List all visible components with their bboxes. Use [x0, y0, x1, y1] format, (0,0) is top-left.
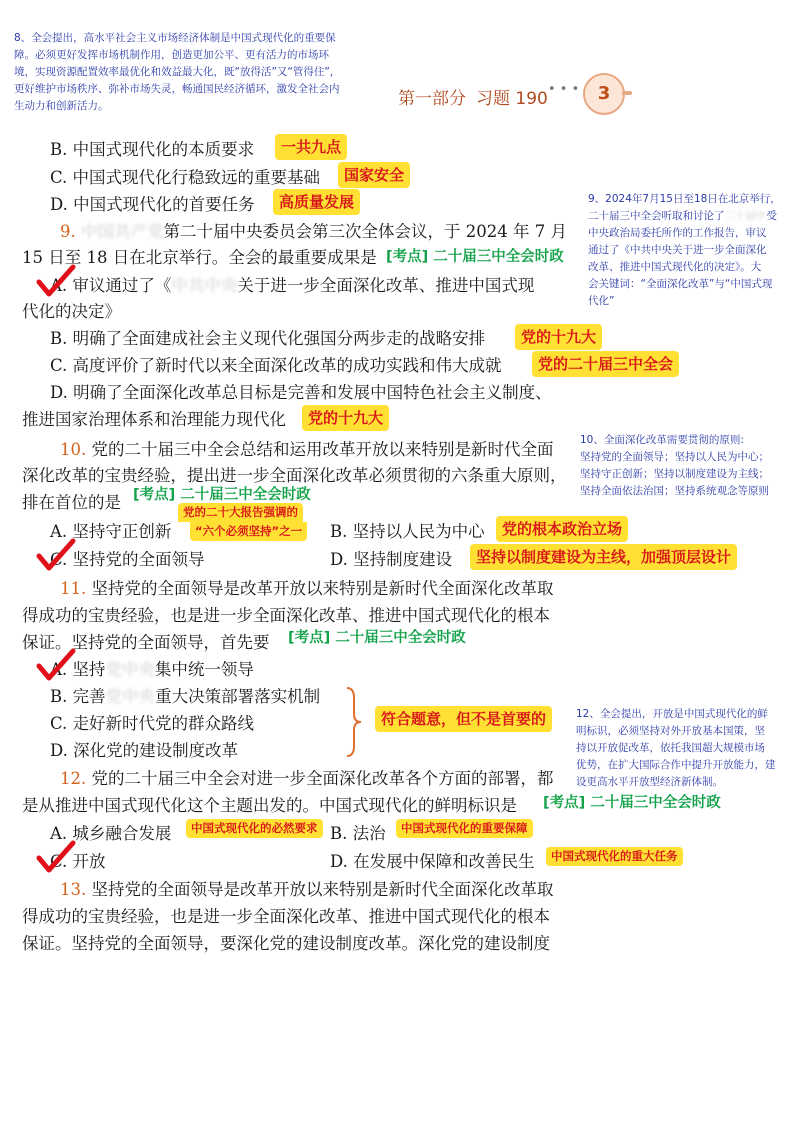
highlight-q11bcd: 符合题意，但不是首要的 — [375, 706, 552, 732]
q10-stem-line3: 排在首位的是 — [22, 493, 121, 512]
q9-stem-line2: 15 日至 18 日在北京举行。全会的最重要成果是 — [22, 248, 377, 267]
redacted-text: 中国共产党 — [81, 222, 164, 241]
q10-stem-line2: 深化改革的宝贵经验，提出进一步全面深化改革必须贯彻的六条重大原则， — [22, 466, 567, 485]
page-number-badge — [583, 73, 625, 115]
q9-option-b: B. 明确了全面建成社会主义现代化强国分两步走的战略安排 — [50, 329, 486, 348]
note-8-line: 境，实现资源配置效率最优化和效益最大化，既“放得活”又“管得住”， — [14, 66, 341, 78]
q11-stem-line2: 得成功的宝贵经验，也是进一步全面深化改革、推进中国式现代化的根本 — [22, 606, 550, 625]
highlight-q10b: 党的根本政治立场 — [496, 516, 628, 542]
note-10-line: 坚持全面依法治国；坚持系统观念等原则 — [580, 485, 769, 497]
q13-stem-line1 — [60, 878, 554, 902]
q11-number: 11. — [60, 579, 87, 598]
q9-option-a-text: . 审议通过了《 — [61, 276, 172, 295]
q12-option-c: C. 开放 — [50, 852, 106, 871]
highlight-q8c: 国家安全 — [338, 162, 410, 188]
note-10-line: 坚持守正创新；坚持以制度建设为主线； — [580, 468, 769, 480]
exercise-label: 习题 190 — [476, 89, 548, 109]
q9-stem-line1 — [60, 220, 567, 244]
note-12-line: 优势，在扩大国际合作中提升开放能力，建 — [576, 759, 776, 771]
note-12-line: 明标识，必须坚持对外开放基本国策，坚 — [576, 725, 765, 737]
note-9-tail: 受 — [766, 210, 777, 222]
note-8-line: 障。必须更好发挥市场机制作用，创造更加公平、更有活力的市场环 — [14, 49, 329, 61]
checkmark-icon — [36, 648, 76, 682]
note-9-line: 代化” — [588, 295, 615, 307]
note-9-line — [588, 208, 777, 225]
q10-option-c: C. 坚持党的全面领导 — [50, 550, 205, 569]
q12-stem-text: 党的二十届三中全会对进一步全面深化改革各个方面的部署，都 — [91, 769, 554, 788]
tag-q12: [考点] 二十届三中全会时政 — [543, 795, 721, 811]
note-12-line: 设更高水平开放型经济新体制。 — [576, 776, 723, 788]
highlight-q10a-line2: “六个必须坚持”之一 — [190, 522, 307, 541]
tag-q10: [考点] 二十届三中全会时政 — [133, 487, 311, 503]
tag-q11: [考点] 二十届三中全会时政 — [288, 630, 466, 646]
note-9-line: 9、2024年7月15日至18日在北京举行， — [588, 193, 781, 205]
q11-option-b-text: B. 完善 — [50, 687, 106, 706]
q10-option-b: B. 坚持以人民为中心 — [330, 522, 485, 541]
q10-number: 10. — [60, 440, 87, 459]
note-8-line: 8、全会提出，高水平社会主义市场经济体制是中国式现代化的重要保 — [14, 32, 336, 44]
highlight-q8b: 一共九点 — [275, 134, 347, 160]
q11-stem-text: 坚持党的全面领导是改革开放以来特别是新时代全面深化改革取 — [91, 579, 554, 598]
note-9-line: 中央政治局委托所作的工作报告，审议 — [588, 227, 767, 239]
q13-stem-text: 坚持党的全面领导是改革开放以来特别是新时代全面深化改革取 — [91, 880, 554, 899]
highlight-q8d: 高质量发展 — [273, 189, 360, 215]
redacted-text: 二十届中 — [724, 210, 767, 222]
note-9-line: 通过了《中共中央关于进一步全面深化 — [588, 244, 767, 256]
q11-stem-line3: 保证。坚持党的全面领导，首先要 — [22, 633, 270, 652]
section-title: 第一部分 — [398, 89, 466, 109]
redacted-text: 党中央 — [105, 687, 156, 706]
brace-icon — [344, 686, 364, 758]
note-8-line: 生动力和创新活力。 — [14, 100, 109, 112]
checkmark-icon — [36, 264, 76, 298]
q11-option-c: C. 走好新时代党的群众路线 — [50, 714, 255, 733]
note-9-text: 二十届三中全会听取和讨论了 — [588, 210, 725, 222]
q9-option-c: C. 高度评价了新时代以来全面深化改革的成功实践和伟大成就 — [50, 356, 502, 375]
q11-option-a-text: A. 坚持 — [50, 660, 106, 679]
q13-stem-line3: 保证。坚持党的全面领导，要深化党的建设制度改革。深化党的建设制度 — [22, 934, 550, 953]
highlight-q10a-line1: 党的二十大报告强调的 — [178, 503, 303, 522]
q10-option-a: A. 坚持守正创新 — [50, 522, 172, 541]
q12-stem-line2: 是从推进中国式现代化这个主题出发的。中国式现代化的鲜明标识是 — [22, 796, 517, 815]
note-12-line: 持以开放促改革，依托我国超大规模市场 — [576, 742, 765, 754]
q9-option-a-letter: A — [50, 276, 62, 295]
q11-option-a-text2: 集中统一领导 — [154, 660, 254, 679]
page-number: 3 — [597, 83, 611, 104]
q9-option-a-text2: 关于进一步全面深化改革、推进中国式现 — [237, 276, 535, 295]
checkmark-icon — [36, 840, 76, 874]
q9-stem-text: 第二十届中央委员会第三次全体会议，于 2024 年 7 月 — [163, 222, 567, 241]
q13-number: 13. — [60, 880, 87, 899]
redacted-text: 党中央 — [105, 660, 155, 679]
q12-stem-line1 — [60, 767, 554, 791]
q8-option-b: B. 中国式现代化的本质要求 — [50, 140, 255, 159]
q9-option-d-line1: D. 明确了全面深化改革总目标是完善和发展中国特色社会主义制度、 — [50, 383, 552, 402]
highlight-q9c: 党的二十届三中全会 — [532, 351, 679, 377]
tag-q9: [考点] 二十届三中全会时政 — [386, 249, 564, 265]
q10-option-d: D. 坚持制度建设 — [330, 550, 453, 569]
highlight-q10d: 坚持以制度建设为主线，加强顶层设计 — [470, 544, 737, 570]
q9-number: 9. — [60, 222, 76, 241]
note-10-line: 坚持党的全面领导；坚持以人民为中心； — [580, 451, 769, 463]
q10-stem-text: 党的二十届三中全会总结和运用改革开放以来特别是新时代全面 — [91, 440, 554, 459]
q12-number: 12. — [60, 769, 87, 788]
highlight-q9d: 党的十九大 — [302, 405, 389, 431]
q11-option-a — [50, 658, 254, 682]
q12-option-b: B. 法治 — [330, 824, 386, 843]
q10-stem-line1 — [60, 438, 554, 462]
q12-option-a: A. 城乡融合发展 — [50, 824, 172, 843]
header-dots: • • • — [548, 82, 580, 97]
note-12-line: 12、全会提出，开放是中国式现代化的鲜 — [576, 708, 768, 720]
q11-option-d: D. 深化党的建设制度改革 — [50, 741, 239, 760]
q9-option-a — [50, 274, 534, 298]
highlight-q12d: 中国式现代化的重大任务 — [546, 847, 683, 866]
note-9-line: 会关键词：“全面深化改革”与“中国式现 — [588, 278, 773, 290]
note-10-line: 10、全面深化改革需要贯彻的原则: — [580, 434, 744, 446]
q13-stem-line2: 得成功的宝贵经验，也是进一步全面深化改革、推进中国式现代化的根本 — [22, 907, 550, 926]
highlight-q12b: 中国式现代化的重要保障 — [396, 819, 533, 838]
redacted-text: 中共中央 — [171, 276, 238, 295]
note-9-line: 改革、推进中国式现代化的决定》。大 — [588, 261, 762, 273]
q8-option-d: D. 中国式现代化的首要任务 — [50, 195, 255, 214]
highlight-q12a: 中国式现代化的必然要求 — [186, 819, 323, 838]
q12-option-d: D. 在发展中保障和改善民生 — [330, 852, 535, 871]
checkmark-icon — [36, 538, 76, 572]
q11-stem-line1 — [60, 577, 554, 601]
q8-option-c: C. 中国式现代化行稳致远的重要基础 — [50, 168, 321, 187]
q11-option-b — [50, 685, 320, 709]
q11-option-b-text2: 重大决策部署落实机制 — [155, 687, 321, 706]
q9-option-a-cont: 代化的决定》 — [22, 302, 121, 321]
highlight-q9b: 党的十九大 — [515, 324, 602, 350]
q9-option-d-line2: 推进国家治理体系和治理能力现代化 — [22, 410, 286, 429]
header-ornament — [622, 91, 632, 95]
note-8-line: 更好维护市场秩序、弥补市场失灵，畅通国民经济循环，激发全社会内 — [14, 83, 340, 95]
